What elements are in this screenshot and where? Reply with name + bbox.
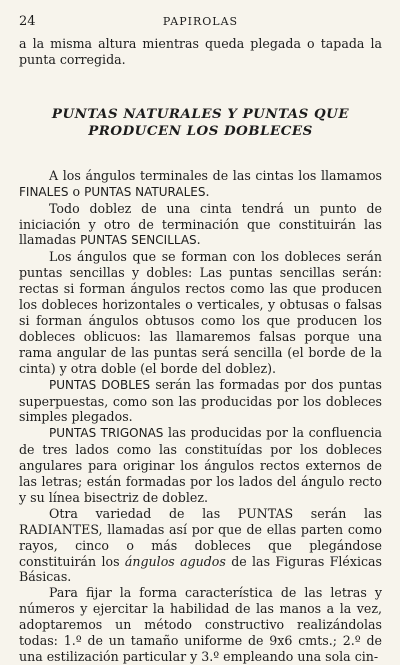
text-run: . <box>196 232 201 248</box>
section-heading <box>29 106 372 140</box>
text-run: o <box>68 183 85 199</box>
text-run: . <box>205 183 210 199</box>
body-text <box>19 36 382 665</box>
term-puntas-dobles: PUNTAS DOBLES <box>49 377 151 392</box>
section-heading-line-2: PRODUCEN LOS DOBLECES <box>88 122 313 139</box>
text-run: de las Figuras Fléxicas Básicas. <box>19 553 382 585</box>
paragraph-puntas-trigonas <box>19 425 382 506</box>
running-head: PAPIROLAS <box>162 15 239 28</box>
text-run: Todo doblez de una cinta tendrá un punto de iniciación y otro de terminación que constituirán las llamadas <box>19 200 382 248</box>
term-angulos-agudos: ángulos agudos <box>124 553 226 569</box>
page-header <box>19 14 382 36</box>
paragraph-angulos: Los ángulos que se forman con los dobleces serán puntas sencillas y dobles: Las puntas sencillas serán: rectas si forman ángulos rectos como las que producen los dobleces horizontales o verticales, y obtusas o falsas si forman ángulos obtusos como los que producen los dobleces oblicuos: las llamaremos falsas porque una rama angular de las puntas será sencilla (el borde de la cinta) y otra doble (el borde del doblez). <box>19 249 382 376</box>
text-run: serán las formadas por dos puntas superpuestas, como son las producidas por los dobleces simples plegados. <box>19 376 382 425</box>
text-run: Otra variedad de las PUNTAS serán las RADIANTES, llamadas así por que de ellas parten como rayos, cinco o más dobleces que plegándose constituirán los <box>19 505 382 569</box>
term-puntas-naturales: PUNTAS NATURALES <box>84 184 206 199</box>
term-puntas-trigonas: PUNTAS TRIGONAS <box>49 426 164 441</box>
paragraph-radiantes <box>19 506 382 586</box>
paragraph-finales <box>19 168 382 201</box>
term-puntas-sencillas: PUNTAS SENCILLAS <box>80 233 197 248</box>
paragraph-puntas-sencillas <box>19 201 382 250</box>
term-finales: FINALES <box>19 184 69 199</box>
paragraph-metodo: Para fijar la forma característica de las letras y números y ejercitar la habilidad de las manos a la vez, adoptaremos un método constructivo realizándolas todas: 1.º de un tamaño uniforme de 9x6 cmts.; 2.º de una estilización particular y 3.º empleando una sola cin- <box>19 585 382 664</box>
text-run: las producidas por la confluencia de tres lados como las constituídas por los dobleces angulares para originar los ángulos rectos externos de las letras; están formadas por los lados del ángulo recto y su línea bisectriz de doblez. <box>19 425 383 505</box>
page-number: 24 <box>19 14 36 29</box>
paragraph-puntas-dobles <box>19 377 382 426</box>
opening-paragraph: a la misma altura mientras queda plegada o tapada la punta corregida. <box>19 36 382 67</box>
text-run: A los ángulos terminales de las cintas los llamamos <box>49 167 382 183</box>
section-heading-line-1: PUNTAS NATURALES Y PUNTAS QUE <box>51 105 350 122</box>
